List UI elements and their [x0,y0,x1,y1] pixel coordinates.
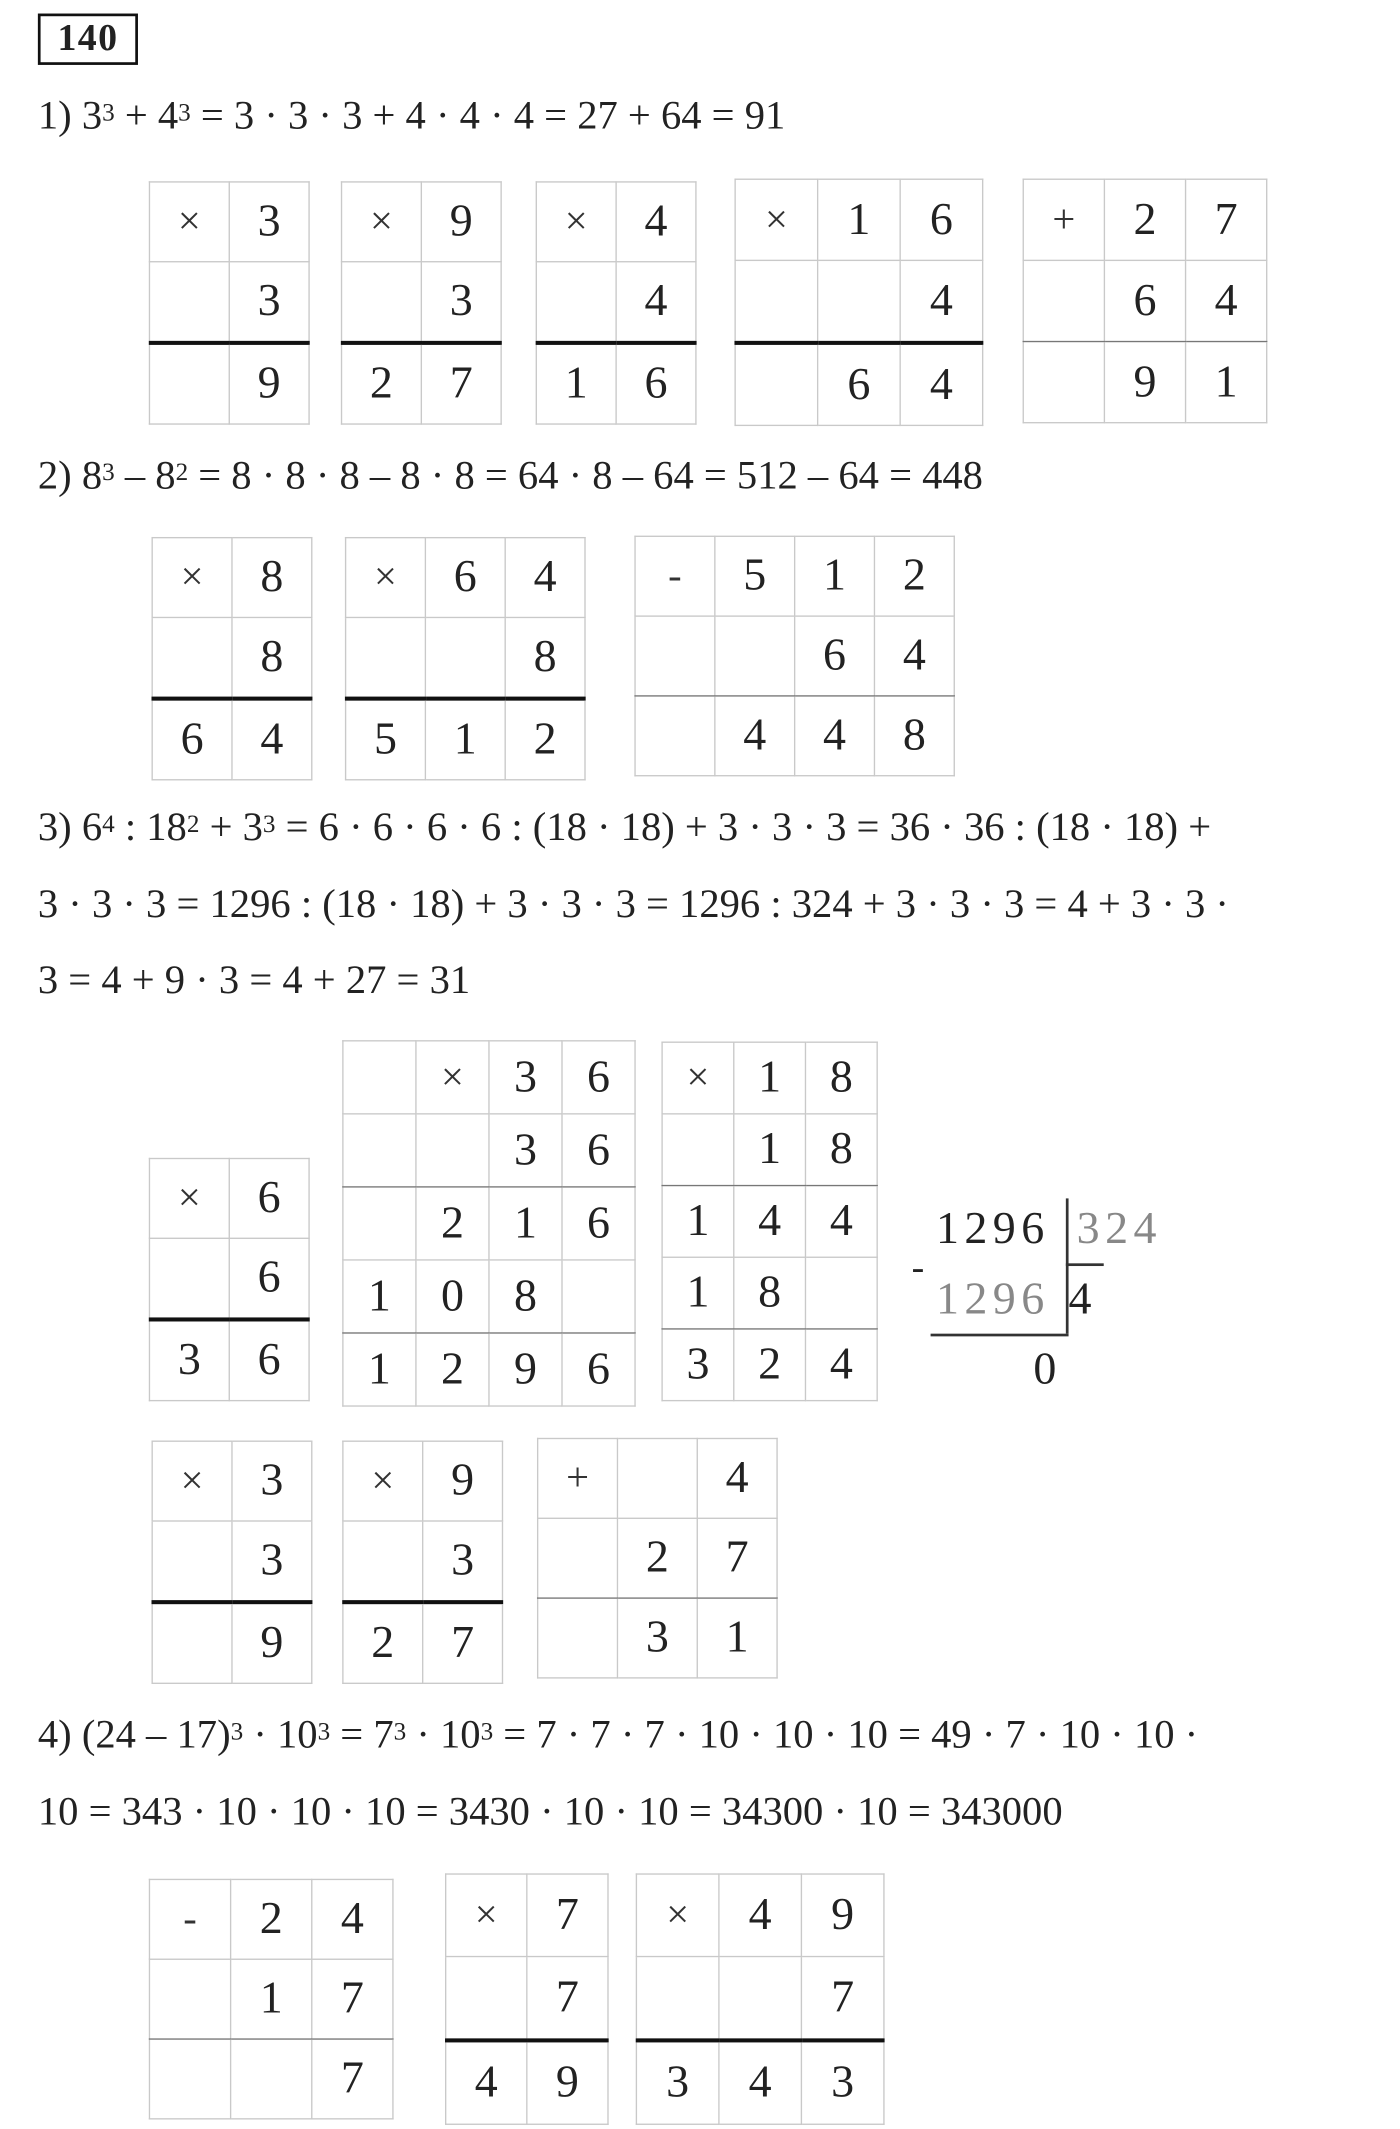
calc-grid-27plus64 [1023,179,1268,424]
operator-cell: × [446,1874,527,1957]
operator-cell: + [1023,179,1104,260]
calc-grid-36x36 [342,1040,636,1407]
digit-cell: 6 [229,1159,309,1239]
digit-cell: 4 [232,699,312,780]
digit-cell: 5 [346,699,426,780]
digit-cell: 3 [489,1041,562,1114]
digit-cell: 1 [734,1042,806,1114]
operator-cell: × [343,1441,423,1521]
digit-cell: 3 [636,2040,719,2124]
digit-cell: 9 [232,1602,312,1683]
equation-line-3c: 3 = 4 + 9 · 3 = 4 + 27 = 31 [37,957,471,1003]
digit-cell: 3 [229,182,309,262]
operator-cell: × [152,538,232,618]
equation-line-4b: 10 = 343 · 10 · 10 · 10 = 3430 · 10 · 10 = 34300 · 10 = 343000 [37,1789,1063,1835]
digit-cell: 7 [801,1957,884,2041]
digit-cell [149,2039,230,2119]
digit-cell: 4 [805,1186,877,1258]
digit-cell: 7 [312,2039,393,2119]
digit-cell [1023,342,1104,423]
division-minus-sign: - [911,1247,930,1290]
digit-cell: 7 [527,1957,608,2041]
digit-cell [425,617,505,698]
digit-cell: 5 [715,536,795,616]
operator-cell: × [735,179,818,260]
division-divisor: 324 [1076,1203,1162,1254]
digit-cell: 6 [229,1238,309,1319]
calc-grid-4x4 [536,181,697,424]
equation-line-1: 1) $3^3 + 4^3 = 3 \cdot 3 \cdot 3 + 4 \cdot 4 \cdot 4 = 27 + 64 = 91$ [37,93,786,138]
digit-cell [662,1114,734,1186]
division-quotient-bar [1066,1263,1104,1266]
calc-grid-3x3-second [151,1441,312,1684]
digit-cell [152,1602,232,1683]
digit-cell: 3 [421,262,501,343]
digit-cell: 1 [536,343,616,424]
digit-cell [735,260,818,343]
digit-cell: 8 [805,1114,877,1186]
digit-cell [152,1521,232,1602]
digit-cell: 0 [416,1260,489,1333]
calc-grid-6x6 [149,1158,310,1401]
digit-cell: 9 [423,1441,503,1521]
digit-cell: 1 [231,1959,312,2039]
digit-cell: 1 [662,1186,734,1258]
digit-cell: 7 [421,343,501,424]
digit-cell: 4 [734,1186,806,1258]
digit-cell: 4 [616,262,696,343]
digit-cell: 7 [697,1518,777,1598]
digit-cell [149,1238,229,1319]
calc-grid-512minus64 [634,536,955,777]
digit-cell: 9 [527,2040,608,2124]
digit-cell [343,1041,416,1114]
digit-cell: 1 [343,1333,416,1406]
operator-cell: × [152,1441,232,1521]
digit-cell [149,343,229,424]
digit-cell: 1 [818,179,901,260]
division-quotient: 4 [1068,1274,1097,1325]
operator-cell: - [635,536,715,616]
digit-cell [735,343,818,426]
digit-cell: 4 [900,343,983,426]
operator-cell: × [149,1159,229,1239]
digit-cell: 8 [232,538,312,618]
digit-cell: 2 [734,1329,806,1401]
digit-cell: 3 [232,1521,312,1602]
digit-cell: 2 [231,1879,312,1959]
calc-grid-3x3 [149,181,310,424]
digit-cell: 3 [801,2040,884,2124]
equation-line-2: 2) $8^3 - 8^2 = 8 \cdot 8 \cdot 8 - 8 \cdot 8 = 64 \cdot 8 - 64 = 512 - 64 = 448$ [37,453,983,498]
digit-cell: 4 [805,1329,877,1401]
digit-cell: 4 [719,2040,802,2124]
digit-cell [538,1518,618,1598]
digit-cell: 9 [421,182,501,262]
digit-cell [149,262,229,343]
division-result-bar [931,1334,1069,1337]
calc-grid-24minus17 [149,1879,394,2120]
digit-cell: 4 [874,616,954,696]
operator-cell: × [416,1041,489,1114]
digit-cell [1023,260,1104,341]
digit-cell: 6 [425,538,505,618]
operator-cell: × [536,182,616,262]
digit-cell: 6 [900,179,983,260]
digit-cell: 1 [662,1257,734,1329]
digit-cell: 4 [697,1438,777,1518]
digit-cell [343,1521,423,1602]
digit-cell [635,696,715,776]
equation-line-4a: 4) $(24 - 17)^3 \cdot 10^3 = 7^3 \cdot 10^3 = 7 \cdot 7 \cdot 7 \cdot 10 \cdot 10 \cdot 10 = 49 \cdot 7 \cdot 10 \cdot 10$ · [37,1712,1199,1758]
digit-cell: 6 [562,1114,635,1187]
digit-cell: 6 [562,1187,635,1260]
digit-cell: 2 [416,1333,489,1406]
digit-cell: 2 [342,343,422,424]
division-remainder: 0 [1033,1344,1062,1395]
digit-cell [536,262,616,343]
equation-line-3a: 3) $6^4$ : $18^2 + 3^3 = 6 \cdot 6 \cdot 6 \cdot 6$ : (18 · 18) + 3 · 3 · 3 = 36 · 36 : (18 · 18) + [37,804,1212,850]
division-product: 1296 [935,1274,1050,1325]
digit-cell [149,1959,230,2039]
digit-cell: 7 [527,1874,608,1957]
digit-cell: 4 [505,538,585,618]
digit-cell: 1 [697,1598,777,1678]
digit-cell: 3 [232,1441,312,1521]
digit-cell: 4 [719,1874,802,1957]
digit-cell: 8 [805,1042,877,1114]
long-division [911,1193,1182,1396]
operator-cell: × [149,182,229,262]
digit-cell: 9 [1104,342,1185,423]
digit-cell: 1 [734,1114,806,1186]
calc-grid-8x8 [151,537,312,780]
digit-cell: 3 [489,1114,562,1187]
digit-cell [562,1260,635,1333]
digit-cell: 4 [900,260,983,343]
digit-cell [715,616,795,696]
digit-cell: 2 [505,699,585,780]
digit-cell: 4 [446,2040,527,2124]
digit-cell: 8 [505,617,585,698]
digit-cell [343,1114,416,1187]
digit-cell: 9 [229,343,309,424]
digit-cell [617,1438,697,1518]
calc-grid-18x18 [661,1042,877,1402]
digit-cell: 4 [715,696,795,776]
digit-cell [805,1257,877,1329]
calc-grid-9x3 [341,181,502,424]
division-dividend: 1296 [935,1203,1050,1254]
digit-cell: 1 [489,1187,562,1260]
digit-cell: 1 [425,699,505,780]
digit-cell: 7 [1186,179,1267,260]
digit-cell [346,617,426,698]
digit-cell: 6 [229,1319,309,1400]
digit-cell: 7 [312,1959,393,2039]
digit-cell: 4 [1186,260,1267,341]
digit-cell: 6 [616,343,696,424]
operator-cell: × [636,1874,719,1957]
calc-grid-16x4 [734,179,983,427]
digit-cell: 2 [343,1602,423,1683]
digit-cell [342,262,422,343]
digit-cell: 2 [617,1518,697,1598]
digit-cell: 9 [489,1333,562,1406]
digit-cell: 2 [1104,179,1185,260]
operator-cell: × [662,1042,734,1114]
calc-grid-64x8 [345,537,586,780]
calc-grid-9x3-second [342,1441,503,1684]
calc-grid-49x7 [636,1873,885,2125]
digit-cell: 3 [149,1319,229,1400]
digit-cell: 3 [662,1329,734,1401]
digit-cell: 6 [562,1041,635,1114]
digit-cell: 9 [801,1874,884,1957]
digit-cell: 1 [1186,342,1267,423]
digit-cell: 8 [734,1257,806,1329]
operator-cell: + [538,1438,618,1518]
digit-cell: 8 [489,1260,562,1333]
digit-cell: 1 [343,1260,416,1333]
task-number-badge: 140 [38,14,138,65]
equation-line-3b: 3 · 3 · 3 = 1296 : (18 · 18) + 3 · 3 · 3 = 1296 : 324 + 3 · 3 · 3 = 4 + 3 · 3 · [37,881,1229,927]
digit-cell [446,1957,527,2041]
operator-cell: - [149,1879,230,1959]
digit-cell: 1 [795,536,875,616]
digit-cell: 6 [152,699,232,780]
digit-cell: 4 [795,696,875,776]
digit-cell [231,2039,312,2119]
digit-cell: 6 [818,343,901,426]
digit-cell: 8 [232,617,312,698]
digit-cell [152,617,232,698]
digit-cell: 7 [423,1602,503,1683]
calc-grid-7x7 [445,1873,609,2125]
digit-cell: 4 [312,1879,393,1959]
operator-cell: × [346,538,426,618]
digit-cell: 2 [874,536,954,616]
digit-cell: 6 [795,616,875,696]
digit-cell [635,616,715,696]
digit-cell [538,1598,618,1678]
digit-cell [343,1187,416,1260]
digit-cell: 3 [617,1598,697,1678]
digit-cell: 3 [229,262,309,343]
digit-cell [416,1114,489,1187]
digit-cell [636,1957,719,2041]
digit-cell: 6 [562,1333,635,1406]
operator-cell: × [342,182,422,262]
digit-cell: 2 [416,1187,489,1260]
digit-cell [719,1957,802,2041]
digit-cell: 6 [1104,260,1185,341]
digit-cell: 3 [423,1521,503,1602]
digit-cell [818,260,901,343]
calc-grid-4plus27 [537,1438,778,1679]
digit-cell: 8 [874,696,954,776]
digit-cell: 4 [616,182,696,262]
